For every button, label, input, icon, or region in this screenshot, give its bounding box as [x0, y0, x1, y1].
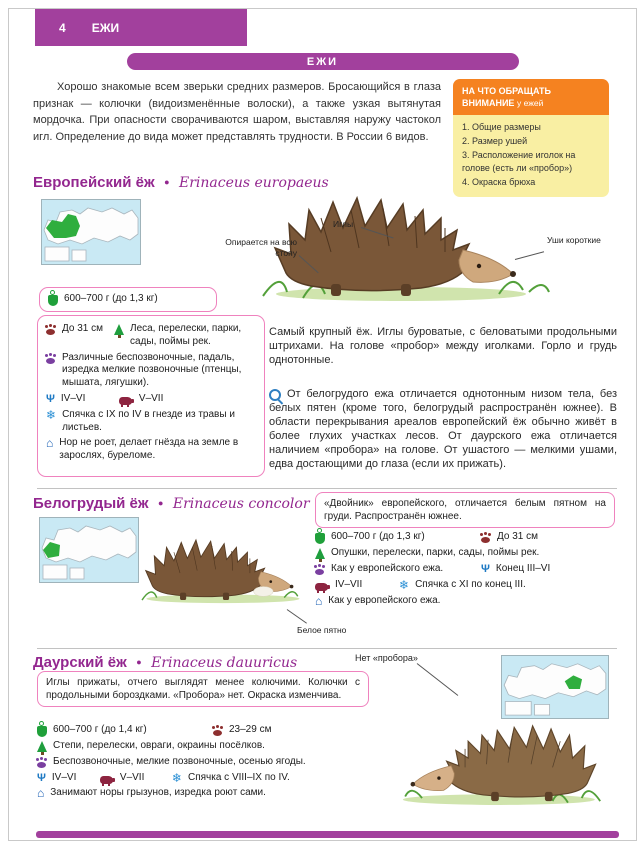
attention-header	[453, 79, 609, 115]
species3-name: Даурский ёж	[33, 654, 127, 671]
section-badge: ЕЖИ	[127, 53, 519, 70]
house-icon: ⌂	[46, 436, 54, 451]
attention-title: НА ЧТО ОБРАЩАТЬ ВНИМАНИЕ	[462, 86, 551, 109]
pig-icon	[100, 776, 113, 784]
species1-stats-box	[37, 315, 265, 477]
stat-shelter: Занимают норы грызунов, изредка роют сами.	[50, 787, 266, 799]
paw-icon	[37, 762, 46, 768]
species3-latin: Erinaceus dauuricus	[151, 655, 298, 671]
attention-item: 2. Размер ушей	[462, 135, 528, 146]
page-header	[35, 9, 247, 46]
page-number: 4	[59, 20, 66, 35]
pig-icon	[315, 583, 328, 591]
tuning-fork-icon: Ψ	[46, 392, 55, 405]
species1-label-ears: Уши короткие	[547, 235, 601, 245]
species2-description: «Двойник» европейского, отличается белым пятном на груди. Распространён южнее.	[315, 492, 615, 528]
species1-latin: Erinaceus europaeus	[178, 175, 329, 191]
bullet-icon: ●	[136, 657, 142, 667]
stat-habitat: Опушки, перелески, парки, сады, поймы рек.	[331, 547, 540, 559]
species1-hedgehog-illustration	[251, 187, 561, 307]
tuning-fork-icon: Ψ	[37, 771, 46, 784]
stat-litter: V–VII	[119, 771, 145, 783]
species2-info-column	[315, 492, 615, 611]
magnifier-icon	[269, 389, 281, 401]
bullet-icon: ●	[164, 177, 170, 187]
species2-range-map	[39, 517, 139, 583]
book-page	[8, 8, 637, 841]
footprint-icon	[481, 537, 490, 543]
stat-food: Различные беспозвоночные, падаль, изредка мелкие позвоночные (птенцы, мышата, лягушки).	[62, 351, 242, 389]
species1-description: Самый крупный ёж. Иглы буроватые, с беловатыми продольными штрихами. На голове «пробор» между иголками. Горло и грудь однотонные.	[269, 326, 617, 367]
attention-item: 3. Расположение иголок на голове (есть ли «пробор»)	[462, 149, 576, 173]
attention-box	[453, 79, 609, 197]
attention-subtitle: у ежей	[516, 98, 544, 109]
species2-latin: Erinaceus concolor	[172, 496, 310, 512]
species1-weight-box	[39, 287, 217, 312]
stat-hibernation: Спячка с VIII–IX по IV.	[187, 771, 290, 783]
stat-food: Беспозвоночные, мелкие позвоночные, осенью ягоды.	[53, 755, 306, 767]
stat-shelter: Как у европейского ежа.	[328, 594, 441, 606]
intro-paragraph: Хорошо знакомые всем зверьки средних размеров. Бросающийся в глаза признак — колючки (видоизменённые волоски), а также узкая вытянутая мордочка. При опасности сворачиваются шаром, выставляя наружу частокол игл. Определение до вида может представлять трудности. В России 6 видов.	[33, 81, 441, 143]
species1-label-spines: Иглы	[333, 219, 354, 229]
stat-food: Как у европейского ежа.	[331, 563, 444, 575]
hedgehog-drawing	[251, 187, 561, 307]
house-icon: ⌂	[37, 786, 45, 801]
tuning-fork-icon: Ψ	[481, 563, 490, 576]
species3-heading	[33, 654, 297, 672]
species1-range-map	[41, 199, 141, 265]
footprint-icon	[213, 730, 222, 736]
stat-shelter: Нор не роет, делает гнёзда на земле в зарослях, буреломе.	[59, 437, 239, 462]
species1-comparison-text: От белогрудого ежа отличается однотонным низом тела, без белых пятен (кроме того, белогрудый распространён южнее). В области перекрывания ареалов европейский ёж обычно живёт в более глухих участках лесов. От даурского ежа отличается наличием «пробора» на голове. От ушастого — мелкими ушами, едва достающими до глаза (если их прижать).	[269, 388, 617, 471]
snowflake-icon: ❄	[171, 770, 182, 785]
stat-litter: IV–VII	[335, 578, 363, 590]
stat-weight: 600–700 г (до 1,3 кг)	[64, 293, 158, 304]
species3-description: Иглы прижаты, отчего выглядят менее колючими. Колючки с продольными бороздками. «Пробора» нет. Окраска изменчива.	[37, 671, 369, 707]
stat-habitat: Степи, перелески, овраги, окраины посёлков.	[53, 740, 265, 751]
chapter-title: ЕЖИ	[91, 20, 120, 35]
snowflake-icon: ❄	[399, 577, 410, 592]
stat-length: 23–29 см	[229, 724, 272, 735]
stat-hibernation: Спячка с IX по IV в гнезде из травы и листьев.	[62, 408, 235, 433]
stat-litter: V–VII	[138, 392, 164, 404]
stat-hibernation: Спячка с XI по конец III.	[415, 578, 526, 590]
snowflake-icon: ❄	[46, 407, 57, 422]
attention-item: 1. Общие размеры	[462, 121, 541, 132]
label-line	[417, 663, 459, 696]
attention-item: 4. Окраска брюха	[462, 176, 536, 187]
stat-mating: IV–VI	[51, 771, 77, 783]
paw-icon	[46, 358, 55, 364]
bullet-icon: ●	[157, 498, 164, 508]
section-divider	[37, 648, 617, 649]
pig-icon	[119, 397, 132, 405]
weight-icon	[315, 533, 325, 544]
range-map-graphic	[502, 656, 608, 718]
stat-habitat: Леса, перелески, парки, сады, поймы рек.	[130, 323, 242, 347]
species3-label-parting: Нет «пробора»	[355, 653, 418, 663]
species1-comparison	[269, 387, 617, 471]
weight-icon	[48, 295, 58, 306]
stat-length: До 31 см	[62, 323, 104, 334]
footer-bar	[36, 831, 619, 838]
species3-range-map	[501, 655, 609, 719]
stat-mating: IV–VI	[60, 392, 86, 404]
tree-icon	[114, 324, 124, 335]
paw-icon	[315, 569, 324, 575]
species2-name: Белогрудый ёж	[33, 495, 149, 512]
species1-label-foot: Опирается на всю стопу	[225, 237, 297, 258]
species3-stats	[37, 721, 383, 803]
species2-label-spot: Белое пятно	[297, 625, 347, 635]
footprint-icon	[46, 329, 55, 335]
stat-mating: Конец III–VI	[495, 563, 551, 575]
range-map-graphic	[42, 200, 140, 264]
stat-weight: 600–700 г (до 1,4 кг)	[53, 724, 147, 735]
tree-icon	[37, 741, 47, 752]
house-icon: ⌂	[315, 593, 323, 608]
tree-icon	[315, 548, 325, 559]
attention-list	[453, 115, 609, 197]
section-divider	[37, 488, 617, 489]
stat-length: До 31 см	[497, 531, 539, 543]
weight-icon	[37, 726, 47, 737]
range-map-graphic	[40, 518, 138, 582]
species1-name: Европейский ёж	[33, 174, 155, 191]
stat-weight: 600–700 г (до 1,3 кг)	[331, 531, 425, 543]
